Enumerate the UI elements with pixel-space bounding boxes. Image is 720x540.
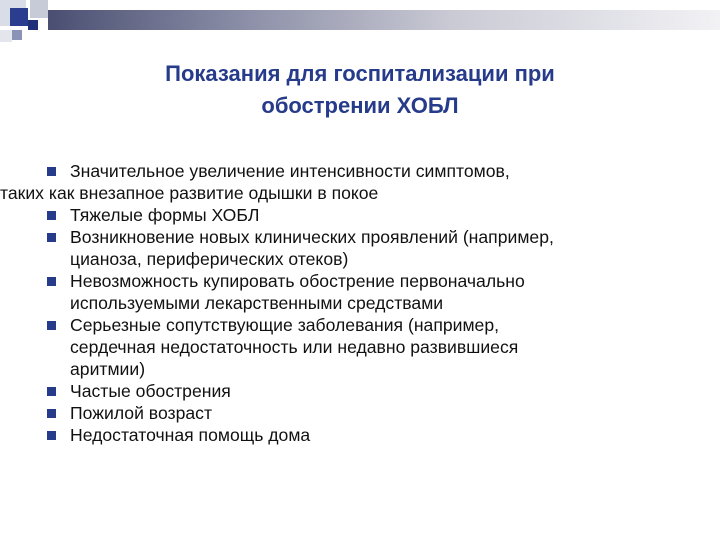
list-item — [44, 226, 704, 270]
list-item-line: Тяжелые формы ХОБЛ — [70, 205, 260, 225]
top-gradient-bar — [48, 10, 720, 30]
list-item-line: сердечная недостаточность или недавно развившиеся — [70, 337, 519, 357]
title-line: обострении ХОБЛ — [261, 93, 459, 118]
square-bullet-icon — [47, 211, 56, 220]
square-bullet-icon — [47, 409, 56, 418]
list-item-line: Недостаточная помощь дома — [70, 425, 311, 445]
list-item — [0, 160, 704, 204]
list-item — [44, 314, 704, 380]
bullet-list — [0, 160, 704, 446]
square-bullet-icon — [47, 167, 56, 176]
list-item-line: цианоза, периферических отеков) — [70, 249, 349, 269]
square-bullet-icon — [47, 321, 56, 330]
deco-square — [12, 30, 22, 40]
square-bullet-icon — [47, 233, 56, 242]
deco-square — [10, 8, 28, 26]
deco-square — [0, 30, 12, 42]
title-line: Показания для госпитализации при — [165, 61, 555, 86]
square-bullet-icon — [47, 277, 56, 286]
list-item — [44, 424, 704, 446]
list-item-line: Невозможность купировать обострение первоначально — [70, 271, 525, 291]
list-item-line: Серьезные сопутствующие заболевания (например, — [70, 315, 500, 335]
list-item-line: Пожилой возраст — [70, 403, 213, 423]
square-bullet-icon — [47, 431, 56, 440]
list-item — [44, 270, 704, 314]
list-item — [44, 204, 704, 226]
list-item — [44, 380, 704, 402]
slide-title — [60, 58, 660, 122]
list-item-line: аритмии) — [70, 359, 146, 379]
list-item-line: Частые обострения — [70, 381, 231, 401]
list-item-line: используемыми лекарственными средствами — [70, 293, 444, 313]
list-item — [44, 402, 704, 424]
list-item-line: таких как внезапное развитие одышки в покое — [0, 183, 379, 203]
list-item-line: Значительное увеличение интенсивности симптомов, — [70, 161, 510, 181]
list-item-line: Возникновение новых клинических проявлений (например, — [70, 227, 554, 247]
deco-square — [30, 0, 48, 18]
deco-square — [28, 20, 38, 30]
square-bullet-icon — [47, 387, 56, 396]
